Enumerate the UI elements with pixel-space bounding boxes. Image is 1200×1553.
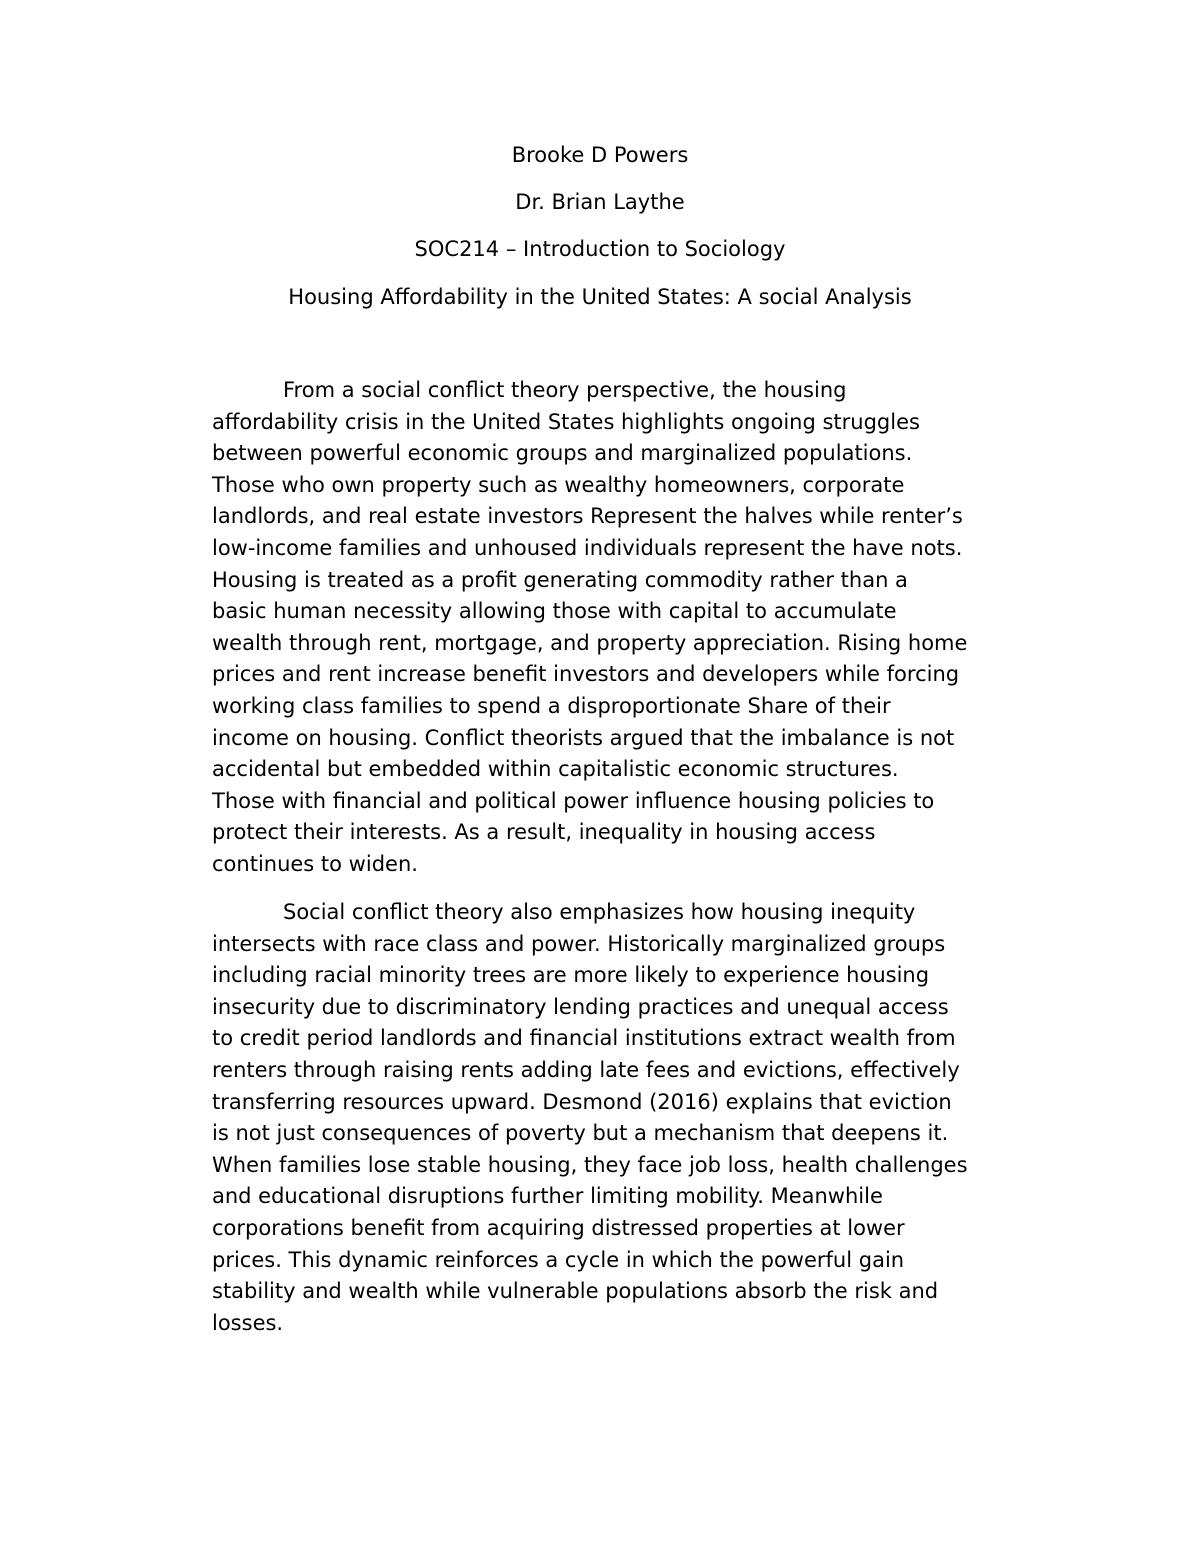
paper-title: Housing Affordability in the United States: A social Analysis (288, 285, 912, 309)
paragraph-line: is not just consequences of poverty but a mechanism that deepens it. (212, 1121, 949, 1146)
paragraph-line: continues to widen. (212, 851, 418, 876)
paragraph-line: to credit period landlords and financial institutions extract wealth from (212, 1026, 956, 1051)
paragraph-line: Those who own property such as wealthy homeowners, corporate (212, 472, 905, 497)
paragraph-line: basic human necessity allowing those with capital to accumulate (212, 599, 897, 624)
paragraph-line: intersects with race class and power. Historically marginalized groups (212, 931, 946, 956)
paragraph-line: insecurity due to discriminatory lending practices and unequal access (212, 994, 949, 1019)
paragraph-line: landlords, and real estate investors Represent the halves while renter’s (212, 504, 963, 529)
paragraph-line: Social conflict theory also emphasizes how housing inequity (283, 900, 916, 924)
paragraph-line: From a social conflict theory perspective, the housing (283, 378, 847, 402)
paragraph-1 (212, 375, 1062, 881)
paragraph-line: protect their interests. As a result, inequality in housing access (212, 820, 876, 845)
paragraph-line: transferring resources upward. Desmond (2016) explains that eviction (212, 1089, 952, 1114)
paragraph-line: including racial minority trees are more likely to experience housing (212, 963, 930, 988)
instructor-name: Dr. Brian Laythe (515, 190, 685, 214)
paragraph-line: low-income families and unhoused individuals represent the have nots. (212, 535, 963, 560)
paragraph-2 (212, 897, 1062, 1339)
paragraph-line: affordability crisis in the United States highlights ongoing struggles (212, 409, 920, 434)
paragraph-line: prices and rent increase benefit investors and developers while forcing (212, 662, 960, 687)
paragraph-line: income on housing. Conflict theorists argued that the imbalance is not (212, 725, 955, 750)
paragraph-line: When families lose stable housing, they face job loss, health challenges (212, 1152, 968, 1177)
paragraph-line: corporations benefit from acquiring distressed properties at lower (212, 1215, 905, 1240)
paragraph-line: between powerful economic groups and marginalized populations. (212, 441, 913, 466)
paragraph-line: Those with financial and political power influence housing policies to (212, 788, 935, 813)
paragraph-line: stability and wealth while vulnerable populations absorb the risk and (212, 1279, 939, 1304)
author-name: Brooke D Powers (511, 143, 689, 167)
paragraph-line: losses. (212, 1310, 284, 1335)
paragraph-line: prices. This dynamic reinforces a cycle in which the powerful gain (212, 1247, 905, 1272)
paragraph-line: renters through raising rents adding late fees and evictions, effectively (212, 1057, 960, 1082)
course-name: SOC214 – Introduction to Sociology (414, 237, 786, 261)
paragraph-line: and educational disruptions further limiting mobility. Meanwhile (212, 1184, 883, 1209)
paragraph-line: wealth through rent, mortgage, and property appreciation. Rising home (212, 630, 968, 655)
paragraph-line: Housing is treated as a profit generating commodity rather than a (212, 567, 908, 592)
paragraph-line: accidental but embedded within capitalistic economic structures. (212, 757, 899, 782)
paragraph-line: working class families to spend a disproportionate Share of their (212, 693, 891, 718)
